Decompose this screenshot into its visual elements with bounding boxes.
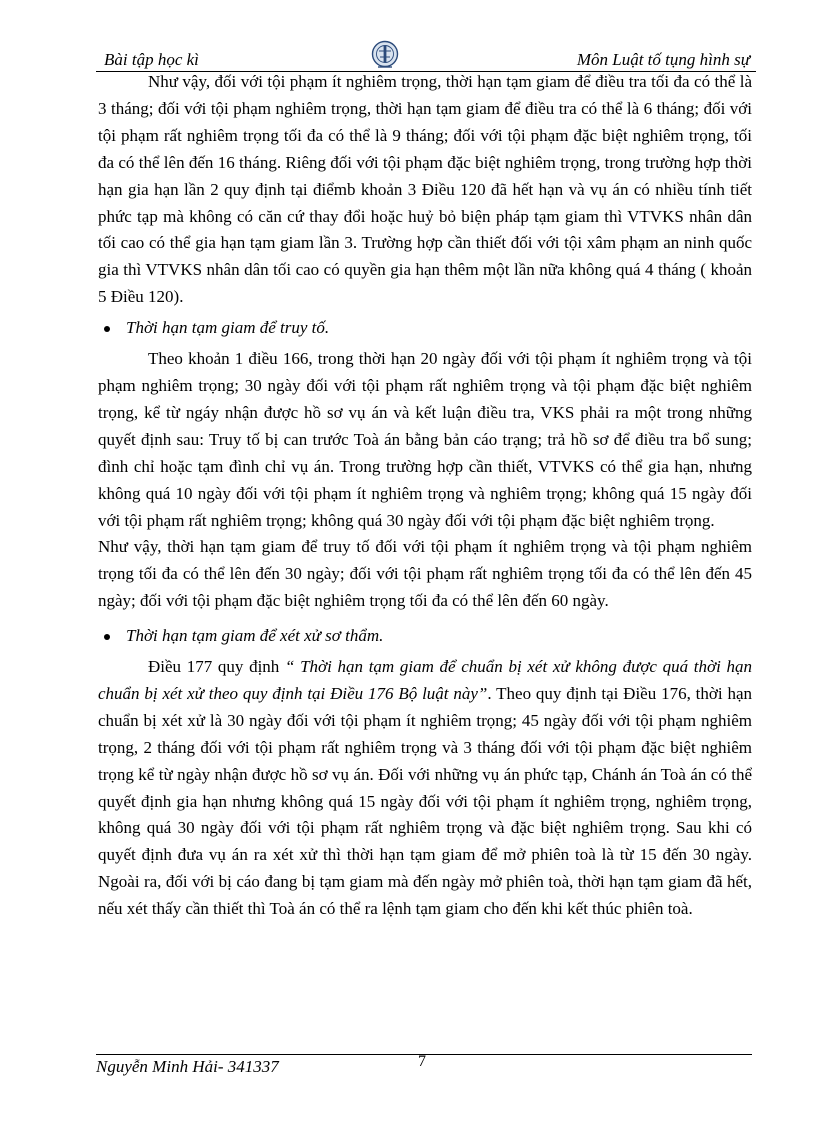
bullet-prosecution-text: Thời hạn tạm giam để truy tố. [126,318,330,338]
header-course-label: Bài tập học kì [104,50,199,69]
paragraph-investigation-summary: Như vậy, đối với tội phạm ít nghiêm trọng, thời hạn tạm giam để điều tra tối đa có thể là 3 tháng; đối với tội phạm nghiêm trọng, thời hạn tạm giam để điều tra có thể là 6 tháng; đối với tội phạm rất nghiêm trọng tối đa có thể là 9 tháng; đối với tội phạm đặc biệt nghiêm trọng, tối đa có thể lên đến 16 tháng. Riêng đối với tội phạm đặc biệt nghiêm trọng, trong trường hợp thời hạn gia hạn lần 2 quy định tại điểmb khoản 3 Điều 120 đã hết hạn và vụ án có nhiều tính tiết phức tạp mà không có căn cứ thay đổi hoặc huỷ bỏ biện pháp tạm giam thì VTVKS nhân dân tối cao có thể gia hạn tạm giam lần 3. Trường hợp cần thiết đối với tội xâm phạm an ninh quốc gia thì VTVKS nhân dân tối cao có quyền gia hạn thêm một lần nữa không quá 4 tháng ( khoản 5 Điều 120). [98,72,752,307]
paragraph-prosecution-rule: Theo khoản 1 điều 166, trong thời hạn 20 ngày đối với tội phạm ít nghiêm trọng và tội phạm nghiêm trọng; 30 ngày đối với tội phạm rất nghiêm trọng và tội phạm đặc biệt nghiêm trọng, kể từ ngáy nhận được hồ sơ vụ án và kết luận điều tra, VKS phải ra một trong những quyết định sau: Truy tố bị can trước Toà án bằng bản cáo trạng; trả hồ sơ để điều tra bổ sung; đình chỉ hoặc tạm đình chỉ vụ án. Trong trường hợp cần thiết, VTVKS có thể gia hạn, nhưng không quá 10 ngày đối với tội phạm ít nghiêm trọng và nghiêm trọng; không quá 15 ngày đối với tội phạm rất nghiêm trọng; không quá 30 ngày đối với tội phạm đặc biệt nghiêm trọng. [98,349,752,530]
header-subject-label: Môn Luật tố tụng hình sự [576,50,750,69]
bullet-trial-text: Thời hạn tạm giam để xét xử sơ thẩm. [126,626,384,646]
trial-rule-detail: . Theo quy định tại Điều 176, thời hạn chuẩn bị xét xử là 30 ngày đối với tội phạm ít nghiêm trọng; 45 ngày đối với tội phạm nghiêm trọng, 2 tháng đối với tội phạm rất nghiêm trọng và 3 tháng đối với tội phạm đặc biệt nghiêm trọng kể từ ngày nhận được hồ sơ vụ án. Đối với những vụ án phức tạp, Chánh án Toà án có thể quyết định gia hạn nhưng không quá 15 ngày đối với tội phạm ít nghiêm trọng, nghiêm trọng, không quá 30 ngày đối với tội phạm rất nghiêm trọng và đặc biệt nghiêm trọng. Sau khi có quyết định đưa vụ án ra xét xử thì thời hạn tạm giam để mở phiên toà là từ 15 đến 30 ngày. Ngoài ra, đối với bị cáo đang bị tạm giam mà đến ngày mở phiên toà, thời hạn tạm giam đã hết, nếu xét thấy cần thiết thì Toà án có thể ra lệnh tạm giam cho đến khi kết thúc phiên toà. [98,683,752,919]
trial-rule-intro: Điều 177 quy định [148,657,285,677]
page-number: 7 [418,1053,426,1070]
footer-author: Nguyễn Minh Hải- 341337 [96,1057,279,1076]
bullet-icon [104,634,110,640]
trial-rule-quote: “ Thời hạn tạm giam để chuẩn bị xét xử không được quá thời hạn chuẩn bị xét xử theo quy định tại Điều 176 Bộ luật này” [98,657,752,703]
paragraph-trial-rule [98,654,752,923]
university-logo-icon [371,40,399,70]
paragraph-prosecution-summary: Như vậy, thời hạn tạm giam để truy tố đối với tội phạm ít nghiêm trọng và tội phạm nghiêm trọng tối đa có thể lên đến 30 ngày; đối với tội phạm rất nghiêm trọng tối đa có thể lên đến 45 ngày; đối với tội phạm đặc biệt nghiêm trọng tối đa có thể lên đến 60 ngày. [98,537,752,611]
bullet-trial-heading [98,623,752,650]
document-body [98,69,752,923]
bullet-icon [104,326,110,332]
bullet-prosecution-heading [98,315,752,342]
